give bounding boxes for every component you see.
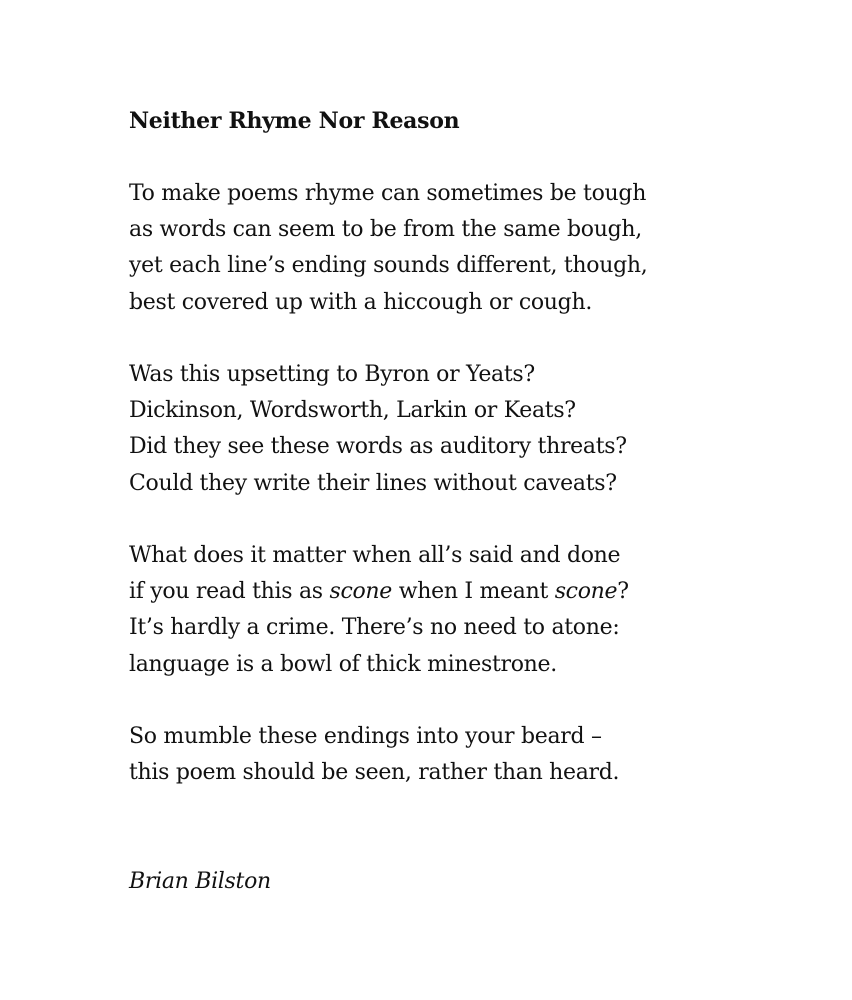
poem-page [129,104,809,894]
poem-line: yet each line’s ending sounds different, though, [129,253,648,279]
stanza-2 [129,357,627,502]
stanza-4 [129,719,619,791]
poem-line: as words can seem to be from the same bough, [129,217,642,243]
poem-line: Was this upsetting to Byron or Yeats? [129,362,535,387]
line-text: when I meant [392,579,555,605]
line-text: if you read this as [129,579,330,605]
poem-line: best covered up with a hiccough or cough. [129,289,593,315]
poem-author: Brian Bilston [129,869,271,894]
line-text: ? [617,579,629,605]
stanza-3 [129,538,629,683]
poem-line: this poem should be seen, rather than heard. [129,760,620,786]
stanza-1 [129,176,647,321]
poem-line-with-emphasis [129,574,629,610]
poem-line: Could they write their lines without caveats? [129,470,617,496]
emphasis-word: scone [329,579,393,605]
poem-line: language is a bowl of thick minestrone. [129,651,557,677]
poem-title: Neither Rhyme Nor Reason [129,108,460,134]
poem-line: It’s hardly a crime. There’s no need to atone: [129,615,620,641]
emphasis-word: scone [554,579,618,605]
poem-line: What does it matter when all’s said and done [129,543,621,568]
poem-line: To make poems rhyme can sometimes be tough [129,181,647,206]
poem-line: Dickinson, Wordsworth, Larkin or Keats? [129,398,576,424]
poem-line: So mumble these endings into your beard – [129,724,602,749]
poem-line: Did they see these words as auditory threats? [129,434,627,460]
